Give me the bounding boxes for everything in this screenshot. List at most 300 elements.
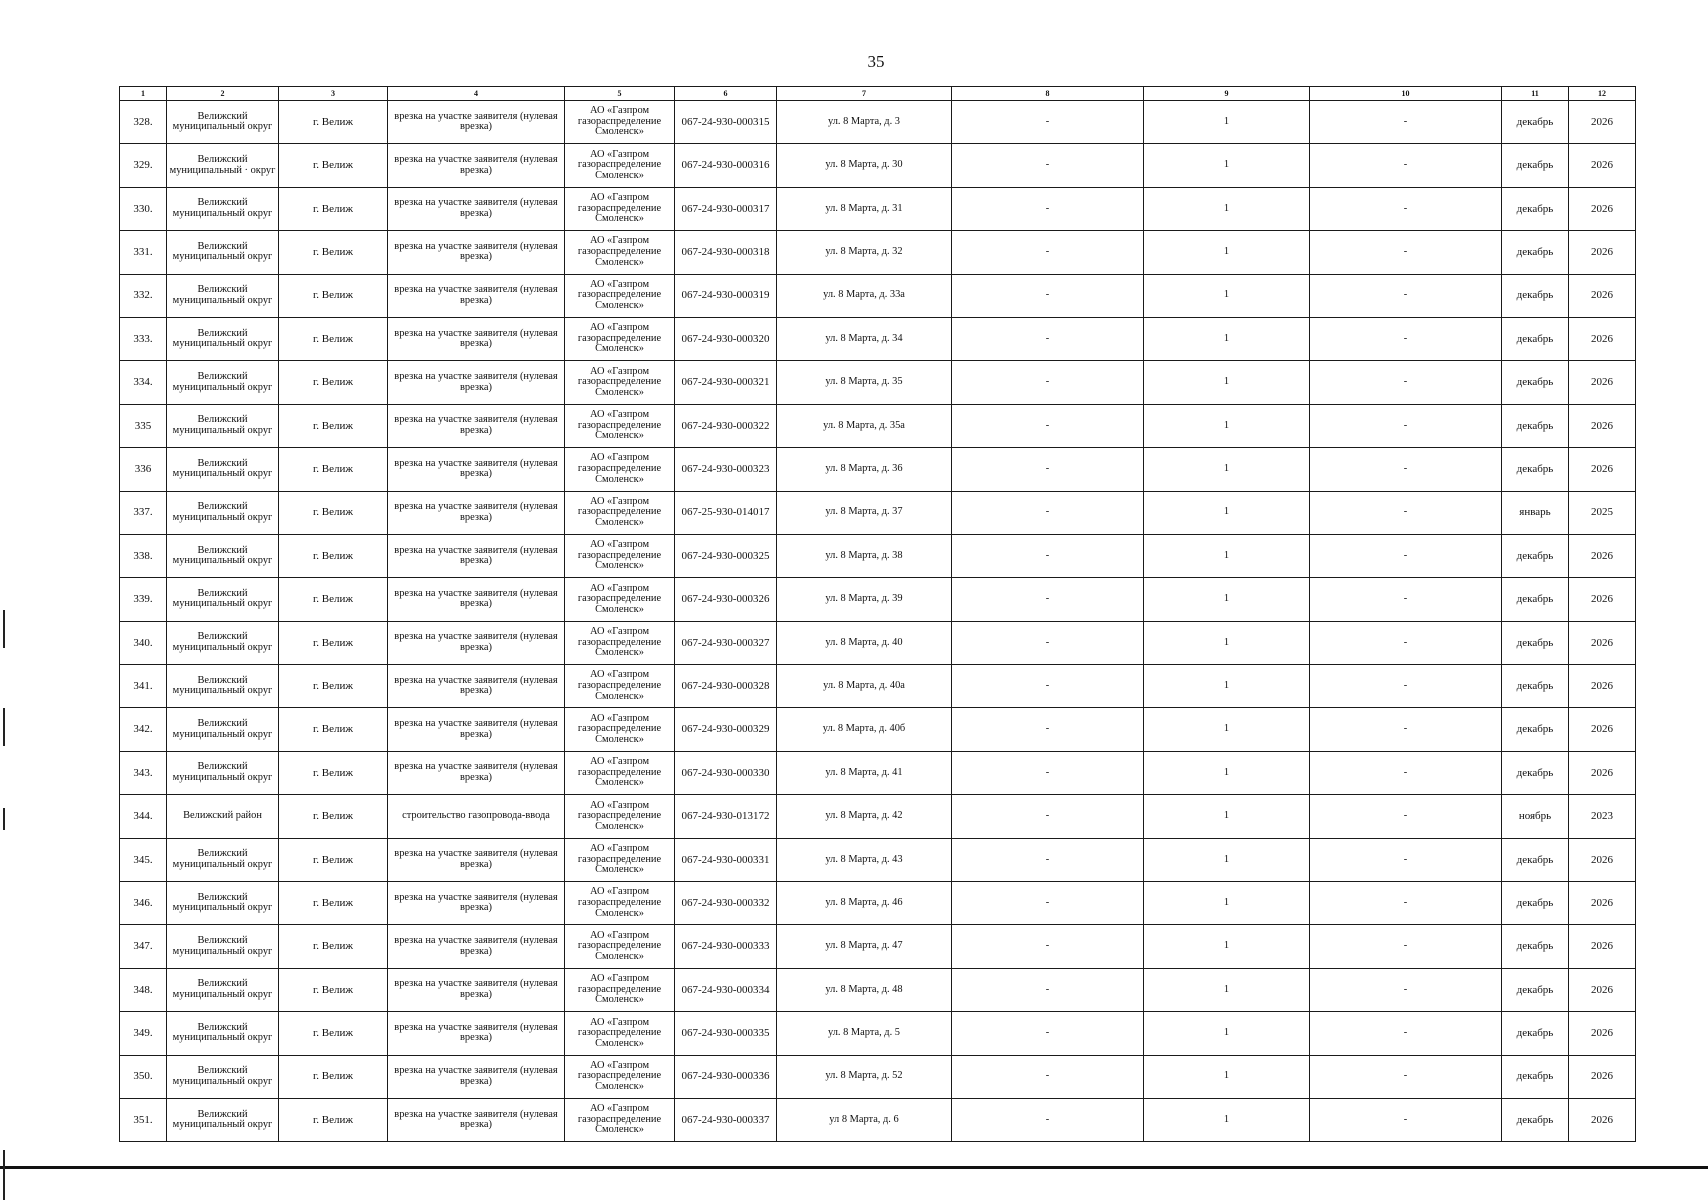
page-number: 35 <box>867 52 885 71</box>
col-8-cell: - <box>952 231 1144 274</box>
col-district-cell: Велижский муниципальный округ <box>167 317 279 360</box>
col-year-cell: 2026 <box>1569 925 1636 968</box>
col-date-cell: декабрь <box>1502 882 1569 925</box>
table-row <box>120 708 1636 751</box>
col-count-cell: 1 <box>1144 361 1310 404</box>
col-count-cell: 1 <box>1144 882 1310 925</box>
col-district-cell: Велижский муниципальный округ <box>167 968 279 1011</box>
page-bottom-rule <box>0 1166 1708 1169</box>
col-work-type-cell: врезка на участке заявителя (нулевая врезка) <box>388 448 565 491</box>
col-date-cell: декабрь <box>1502 404 1569 447</box>
col-district-cell: Велижский муниципальный · округ <box>167 144 279 187</box>
col-10-cell: - <box>1310 317 1502 360</box>
col-code-cell: 067-24-930-000320 <box>675 317 777 360</box>
col-num-cell: 334. <box>120 361 167 404</box>
table-row <box>120 491 1636 534</box>
col-num-cell: 337. <box>120 491 167 534</box>
col-code-cell: 067-24-930-000334 <box>675 968 777 1011</box>
col-year-cell: 2026 <box>1569 968 1636 1011</box>
col-address-cell: ул. 8 Марта, д. 37 <box>777 491 952 534</box>
col-8-cell: - <box>952 708 1144 751</box>
table-row <box>120 404 1636 447</box>
col-city-cell: г. Велиж <box>279 838 388 881</box>
col-10-cell: - <box>1310 665 1502 708</box>
col-organization-cell: АО «Газпром газораспределение Смоленск» <box>565 621 675 664</box>
col-district-cell: Велижский муниципальный округ <box>167 534 279 577</box>
col-date-cell: ноябрь <box>1502 795 1569 838</box>
col-8-cell: - <box>952 1012 1144 1055</box>
col-count-cell: 1 <box>1144 404 1310 447</box>
col-organization-cell: АО «Газпром газораспределение Смоленск» <box>565 448 675 491</box>
col-address-cell: ул. 8 Марта, д. 41 <box>777 751 952 794</box>
col-8-cell: - <box>952 968 1144 1011</box>
column-header-4: 4 <box>388 87 565 101</box>
col-work-type-cell: врезка на участке заявителя (нулевая врезка) <box>388 317 565 360</box>
col-district-cell: Велижский муниципальный округ <box>167 621 279 664</box>
col-count-cell: 1 <box>1144 751 1310 794</box>
col-8-cell: - <box>952 274 1144 317</box>
col-date-cell: декабрь <box>1502 448 1569 491</box>
col-organization-cell: АО «Газпром газораспределение Смоленск» <box>565 231 675 274</box>
table-row <box>120 1012 1636 1055</box>
col-district-cell: Велижский муниципальный округ <box>167 708 279 751</box>
col-count-cell: 1 <box>1144 491 1310 534</box>
col-organization-cell: АО «Газпром газораспределение Смоленск» <box>565 101 675 144</box>
col-work-type-cell: врезка на участке заявителя (нулевая врезка) <box>388 882 565 925</box>
col-8-cell: - <box>952 448 1144 491</box>
col-organization-cell: АО «Газпром газораспределение Смоленск» <box>565 838 675 881</box>
col-district-cell: Велижский муниципальный округ <box>167 1055 279 1098</box>
col-count-cell: 1 <box>1144 621 1310 664</box>
col-address-cell: ул. 8 Марта, д. 43 <box>777 838 952 881</box>
col-count-cell: 1 <box>1144 578 1310 621</box>
col-code-cell: 067-24-930-000333 <box>675 925 777 968</box>
col-8-cell: - <box>952 751 1144 794</box>
col-district-cell: Велижский муниципальный округ <box>167 665 279 708</box>
col-city-cell: г. Велиж <box>279 361 388 404</box>
col-date-cell: декабрь <box>1502 968 1569 1011</box>
col-num-cell: 340. <box>120 621 167 664</box>
col-organization-cell: АО «Газпром газораспределение Смоленск» <box>565 751 675 794</box>
col-address-cell: ул. 8 Марта, д. 36 <box>777 448 952 491</box>
col-year-cell: 2026 <box>1569 708 1636 751</box>
col-10-cell: - <box>1310 578 1502 621</box>
table-row <box>120 751 1636 794</box>
col-10-cell: - <box>1310 231 1502 274</box>
col-8-cell: - <box>952 404 1144 447</box>
col-city-cell: г. Велиж <box>279 317 388 360</box>
col-work-type-cell: врезка на участке заявителя (нулевая врезка) <box>388 404 565 447</box>
table-row <box>120 1098 1636 1141</box>
col-city-cell: г. Велиж <box>279 708 388 751</box>
col-work-type-cell: врезка на участке заявителя (нулевая врезка) <box>388 578 565 621</box>
column-header-8: 8 <box>952 87 1144 101</box>
col-address-cell: ул. 8 Марта, д. 34 <box>777 317 952 360</box>
col-code-cell: 067-25-930-014017 <box>675 491 777 534</box>
col-address-cell: ул. 8 Марта, д. 30 <box>777 144 952 187</box>
col-city-cell: г. Велиж <box>279 101 388 144</box>
col-code-cell: 067-24-930-000327 <box>675 621 777 664</box>
col-num-cell: 345. <box>120 838 167 881</box>
col-city-cell: г. Велиж <box>279 231 388 274</box>
col-address-cell: ул. 8 Марта, д. 42 <box>777 795 952 838</box>
col-district-cell: Велижский район <box>167 795 279 838</box>
col-year-cell: 2026 <box>1569 231 1636 274</box>
col-organization-cell: АО «Газпром газораспределение Смоленск» <box>565 578 675 621</box>
col-work-type-cell: строительство газопровода-ввода <box>388 795 565 838</box>
table-row <box>120 925 1636 968</box>
col-district-cell: Велижский муниципальный округ <box>167 578 279 621</box>
col-date-cell: декабрь <box>1502 925 1569 968</box>
col-address-cell: ул. 8 Марта, д. 40б <box>777 708 952 751</box>
col-district-cell: Велижский муниципальный округ <box>167 751 279 794</box>
col-num-cell: 338. <box>120 534 167 577</box>
col-address-cell: ул. 8 Марта, д. 40 <box>777 621 952 664</box>
col-10-cell: - <box>1310 968 1502 1011</box>
col-organization-cell: АО «Газпром газораспределение Смоленск» <box>565 187 675 230</box>
column-header-12: 12 <box>1569 87 1636 101</box>
col-10-cell: - <box>1310 1012 1502 1055</box>
col-address-cell: ул. 8 Марта, д. 46 <box>777 882 952 925</box>
column-header-9: 9 <box>1144 87 1310 101</box>
column-header-5: 5 <box>565 87 675 101</box>
col-date-cell: декабрь <box>1502 534 1569 577</box>
col-code-cell: 067-24-930-013172 <box>675 795 777 838</box>
col-work-type-cell: врезка на участке заявителя (нулевая врезка) <box>388 274 565 317</box>
col-year-cell: 2026 <box>1569 838 1636 881</box>
col-10-cell: - <box>1310 144 1502 187</box>
col-city-cell: г. Велиж <box>279 187 388 230</box>
col-8-cell: - <box>952 1098 1144 1141</box>
col-year-cell: 2026 <box>1569 101 1636 144</box>
col-year-cell: 2026 <box>1569 621 1636 664</box>
table-row <box>120 968 1636 1011</box>
col-city-cell: г. Велиж <box>279 534 388 577</box>
col-district-cell: Велижский муниципальный округ <box>167 838 279 881</box>
col-code-cell: 067-24-930-000336 <box>675 1055 777 1098</box>
table-row <box>120 448 1636 491</box>
table-row <box>120 534 1636 577</box>
col-work-type-cell: врезка на участке заявителя (нулевая врезка) <box>388 1012 565 1055</box>
col-8-cell: - <box>952 882 1144 925</box>
col-district-cell: Велижский муниципальный округ <box>167 1012 279 1055</box>
column-header-3: 3 <box>279 87 388 101</box>
col-year-cell: 2026 <box>1569 187 1636 230</box>
table-row <box>120 317 1636 360</box>
column-header-7: 7 <box>777 87 952 101</box>
col-num-cell: 342. <box>120 708 167 751</box>
col-num-cell: 349. <box>120 1012 167 1055</box>
col-10-cell: - <box>1310 534 1502 577</box>
col-date-cell: декабрь <box>1502 751 1569 794</box>
col-num-cell: 339. <box>120 578 167 621</box>
col-date-cell: декабрь <box>1502 1012 1569 1055</box>
col-num-cell: 328. <box>120 101 167 144</box>
col-work-type-cell: врезка на участке заявителя (нулевая врезка) <box>388 621 565 664</box>
col-address-cell: ул. 8 Марта, д. 52 <box>777 1055 952 1098</box>
column-header-10: 10 <box>1310 87 1502 101</box>
col-address-cell: ул. 8 Марта, д. 32 <box>777 231 952 274</box>
col-work-type-cell: врезка на участке заявителя (нулевая врезка) <box>388 925 565 968</box>
col-address-cell: ул. 8 Марта, д. 33а <box>777 274 952 317</box>
table-row <box>120 795 1636 838</box>
col-code-cell: 067-24-930-000335 <box>675 1012 777 1055</box>
col-city-cell: г. Велиж <box>279 1055 388 1098</box>
col-num-cell: 351. <box>120 1098 167 1141</box>
col-district-cell: Велижский муниципальный округ <box>167 1098 279 1141</box>
col-year-cell: 2026 <box>1569 1055 1636 1098</box>
col-work-type-cell: врезка на участке заявителя (нулевая врезка) <box>388 1055 565 1098</box>
col-code-cell: 067-24-930-000325 <box>675 534 777 577</box>
col-work-type-cell: врезка на участке заявителя (нулевая врезка) <box>388 361 565 404</box>
col-city-cell: г. Велиж <box>279 795 388 838</box>
col-10-cell: - <box>1310 1098 1502 1141</box>
col-num-cell: 333. <box>120 317 167 360</box>
col-organization-cell: АО «Газпром газораспределение Смоленск» <box>565 1012 675 1055</box>
col-year-cell: 2026 <box>1569 274 1636 317</box>
col-work-type-cell: врезка на участке заявителя (нулевая врезка) <box>388 144 565 187</box>
table-row <box>120 578 1636 621</box>
col-organization-cell: АО «Газпром газораспределение Смоленск» <box>565 534 675 577</box>
col-date-cell: декабрь <box>1502 838 1569 881</box>
col-date-cell: декабрь <box>1502 578 1569 621</box>
col-num-cell: 348. <box>120 968 167 1011</box>
col-organization-cell: АО «Газпром газораспределение Смоленск» <box>565 882 675 925</box>
col-city-cell: г. Велиж <box>279 491 388 534</box>
col-8-cell: - <box>952 578 1144 621</box>
col-count-cell: 1 <box>1144 187 1310 230</box>
column-header-2: 2 <box>167 87 279 101</box>
table-header-row <box>120 87 1636 101</box>
col-num-cell: 332. <box>120 274 167 317</box>
col-address-cell: ул. 8 Марта, д. 47 <box>777 925 952 968</box>
col-code-cell: 067-24-930-000332 <box>675 882 777 925</box>
table-row <box>120 882 1636 925</box>
col-num-cell: 347. <box>120 925 167 968</box>
col-city-cell: г. Велиж <box>279 274 388 317</box>
col-district-cell: Велижский муниципальный округ <box>167 448 279 491</box>
col-work-type-cell: врезка на участке заявителя (нулевая врезка) <box>388 491 565 534</box>
col-count-cell: 1 <box>1144 1055 1310 1098</box>
col-organization-cell: АО «Газпром газораспределение Смоленск» <box>565 968 675 1011</box>
col-8-cell: - <box>952 925 1144 968</box>
col-date-cell: декабрь <box>1502 1098 1569 1141</box>
col-10-cell: - <box>1310 751 1502 794</box>
col-10-cell: - <box>1310 925 1502 968</box>
col-8-cell: - <box>952 317 1144 360</box>
col-city-cell: г. Велиж <box>279 578 388 621</box>
col-code-cell: 067-24-930-000337 <box>675 1098 777 1141</box>
col-8-cell: - <box>952 101 1144 144</box>
col-date-cell: декабрь <box>1502 361 1569 404</box>
col-count-cell: 1 <box>1144 231 1310 274</box>
col-count-cell: 1 <box>1144 534 1310 577</box>
col-city-cell: г. Велиж <box>279 1098 388 1141</box>
column-header-6: 6 <box>675 87 777 101</box>
col-count-cell: 1 <box>1144 795 1310 838</box>
col-city-cell: г. Велиж <box>279 621 388 664</box>
col-organization-cell: АО «Газпром газораспределение Смоленск» <box>565 795 675 838</box>
col-work-type-cell: врезка на участке заявителя (нулевая врезка) <box>388 1098 565 1141</box>
col-organization-cell: АО «Газпром газораспределение Смоленск» <box>565 708 675 751</box>
col-work-type-cell: врезка на участке заявителя (нулевая врезка) <box>388 665 565 708</box>
col-8-cell: - <box>952 1055 1144 1098</box>
col-year-cell: 2026 <box>1569 144 1636 187</box>
col-year-cell: 2025 <box>1569 491 1636 534</box>
col-count-cell: 1 <box>1144 1098 1310 1141</box>
col-8-cell: - <box>952 665 1144 708</box>
col-code-cell: 067-24-930-000315 <box>675 101 777 144</box>
col-num-cell: 346. <box>120 882 167 925</box>
col-city-cell: г. Велиж <box>279 448 388 491</box>
col-work-type-cell: врезка на участке заявителя (нулевая врезка) <box>388 751 565 794</box>
registry-table <box>119 86 1636 1142</box>
col-date-cell: декабрь <box>1502 708 1569 751</box>
col-district-cell: Велижский муниципальный округ <box>167 491 279 534</box>
col-8-cell: - <box>952 534 1144 577</box>
col-count-cell: 1 <box>1144 274 1310 317</box>
col-city-cell: г. Велиж <box>279 968 388 1011</box>
col-count-cell: 1 <box>1144 144 1310 187</box>
table-row <box>120 144 1636 187</box>
col-date-cell: декабрь <box>1502 274 1569 317</box>
col-district-cell: Велижский муниципальный округ <box>167 361 279 404</box>
col-8-cell: - <box>952 491 1144 534</box>
col-date-cell: декабрь <box>1502 187 1569 230</box>
col-code-cell: 067-24-930-000331 <box>675 838 777 881</box>
col-count-cell: 1 <box>1144 448 1310 491</box>
col-8-cell: - <box>952 795 1144 838</box>
col-code-cell: 067-24-930-000323 <box>675 448 777 491</box>
col-code-cell: 067-24-930-000329 <box>675 708 777 751</box>
col-year-cell: 2026 <box>1569 1098 1636 1141</box>
col-10-cell: - <box>1310 361 1502 404</box>
col-city-cell: г. Велиж <box>279 665 388 708</box>
col-8-cell: - <box>952 187 1144 230</box>
table-row <box>120 231 1636 274</box>
col-work-type-cell: врезка на участке заявителя (нулевая врезка) <box>388 231 565 274</box>
col-year-cell: 2026 <box>1569 578 1636 621</box>
col-date-cell: декабрь <box>1502 317 1569 360</box>
col-address-cell: ул. 8 Марта, д. 38 <box>777 534 952 577</box>
col-date-cell: декабрь <box>1502 1055 1569 1098</box>
col-year-cell: 2026 <box>1569 448 1636 491</box>
col-district-cell: Велижский муниципальный округ <box>167 274 279 317</box>
col-date-cell: декабрь <box>1502 101 1569 144</box>
col-10-cell: - <box>1310 1055 1502 1098</box>
col-organization-cell: АО «Газпром газораспределение Смоленск» <box>565 144 675 187</box>
table-row <box>120 1055 1636 1098</box>
col-work-type-cell: врезка на участке заявителя (нулевая врезка) <box>388 968 565 1011</box>
col-address-cell: ул. 8 Марта, д. 48 <box>777 968 952 1011</box>
col-year-cell: 2023 <box>1569 795 1636 838</box>
col-organization-cell: АО «Газпром газораспределение Смоленск» <box>565 925 675 968</box>
col-work-type-cell: врезка на участке заявителя (нулевая врезка) <box>388 708 565 751</box>
table-row <box>120 665 1636 708</box>
col-organization-cell: АО «Газпром газораспределение Смоленск» <box>565 274 675 317</box>
table-row <box>120 621 1636 664</box>
col-district-cell: Велижский муниципальный округ <box>167 231 279 274</box>
col-num-cell: 344. <box>120 795 167 838</box>
col-count-cell: 1 <box>1144 925 1310 968</box>
column-header-11: 11 <box>1502 87 1569 101</box>
col-address-cell: ул. 8 Марта, д. 3 <box>777 101 952 144</box>
col-organization-cell: АО «Газпром газораспределение Смоленск» <box>565 491 675 534</box>
col-address-cell: ул 8 Марта, д. 6 <box>777 1098 952 1141</box>
col-code-cell: 067-24-930-000321 <box>675 361 777 404</box>
col-city-cell: г. Велиж <box>279 751 388 794</box>
col-num-cell: 343. <box>120 751 167 794</box>
col-count-cell: 1 <box>1144 665 1310 708</box>
col-city-cell: г. Велиж <box>279 144 388 187</box>
col-count-cell: 1 <box>1144 101 1310 144</box>
col-organization-cell: АО «Газпром газораспределение Смоленск» <box>565 665 675 708</box>
col-10-cell: - <box>1310 708 1502 751</box>
col-organization-cell: АО «Газпром газораспределение Смоленск» <box>565 1055 675 1098</box>
col-date-cell: декабрь <box>1502 231 1569 274</box>
col-year-cell: 2026 <box>1569 751 1636 794</box>
col-count-cell: 1 <box>1144 1012 1310 1055</box>
col-num-cell: 330. <box>120 187 167 230</box>
col-address-cell: ул. 8 Марта, д. 35 <box>777 361 952 404</box>
col-city-cell: г. Велиж <box>279 882 388 925</box>
col-count-cell: 1 <box>1144 968 1310 1011</box>
col-work-type-cell: врезка на участке заявителя (нулевая врезка) <box>388 534 565 577</box>
margin-mark <box>3 808 5 830</box>
col-date-cell: декабрь <box>1502 144 1569 187</box>
col-num-cell: 329. <box>120 144 167 187</box>
col-district-cell: Велижский муниципальный округ <box>167 882 279 925</box>
col-address-cell: ул. 8 Марта, д. 39 <box>777 578 952 621</box>
col-work-type-cell: врезка на участке заявителя (нулевая врезка) <box>388 101 565 144</box>
table-row <box>120 101 1636 144</box>
col-10-cell: - <box>1310 404 1502 447</box>
col-work-type-cell: врезка на участке заявителя (нулевая врезка) <box>388 187 565 230</box>
col-address-cell: ул. 8 Марта, д. 5 <box>777 1012 952 1055</box>
table-row <box>120 838 1636 881</box>
col-code-cell: 067-24-930-000322 <box>675 404 777 447</box>
col-year-cell: 2026 <box>1569 1012 1636 1055</box>
col-10-cell: - <box>1310 187 1502 230</box>
col-year-cell: 2026 <box>1569 404 1636 447</box>
col-8-cell: - <box>952 621 1144 664</box>
col-district-cell: Велижский муниципальный округ <box>167 404 279 447</box>
col-district-cell: Велижский муниципальный округ <box>167 925 279 968</box>
col-10-cell: - <box>1310 491 1502 534</box>
col-code-cell: 067-24-930-000328 <box>675 665 777 708</box>
col-count-cell: 1 <box>1144 317 1310 360</box>
col-code-cell: 067-24-930-000318 <box>675 231 777 274</box>
col-date-cell: декабрь <box>1502 621 1569 664</box>
col-count-cell: 1 <box>1144 708 1310 751</box>
margin-mark <box>3 610 5 648</box>
col-num-cell: 350. <box>120 1055 167 1098</box>
col-year-cell: 2026 <box>1569 361 1636 404</box>
margin-mark <box>3 708 5 746</box>
col-10-cell: - <box>1310 621 1502 664</box>
column-header-1: 1 <box>120 87 167 101</box>
col-district-cell: Велижский муниципальный округ <box>167 187 279 230</box>
table-row <box>120 274 1636 317</box>
col-10-cell: - <box>1310 882 1502 925</box>
col-10-cell: - <box>1310 795 1502 838</box>
col-year-cell: 2026 <box>1569 317 1636 360</box>
col-code-cell: 067-24-930-000326 <box>675 578 777 621</box>
col-year-cell: 2026 <box>1569 882 1636 925</box>
col-city-cell: г. Велиж <box>279 925 388 968</box>
col-address-cell: ул. 8 Марта, д. 35а <box>777 404 952 447</box>
col-8-cell: - <box>952 361 1144 404</box>
